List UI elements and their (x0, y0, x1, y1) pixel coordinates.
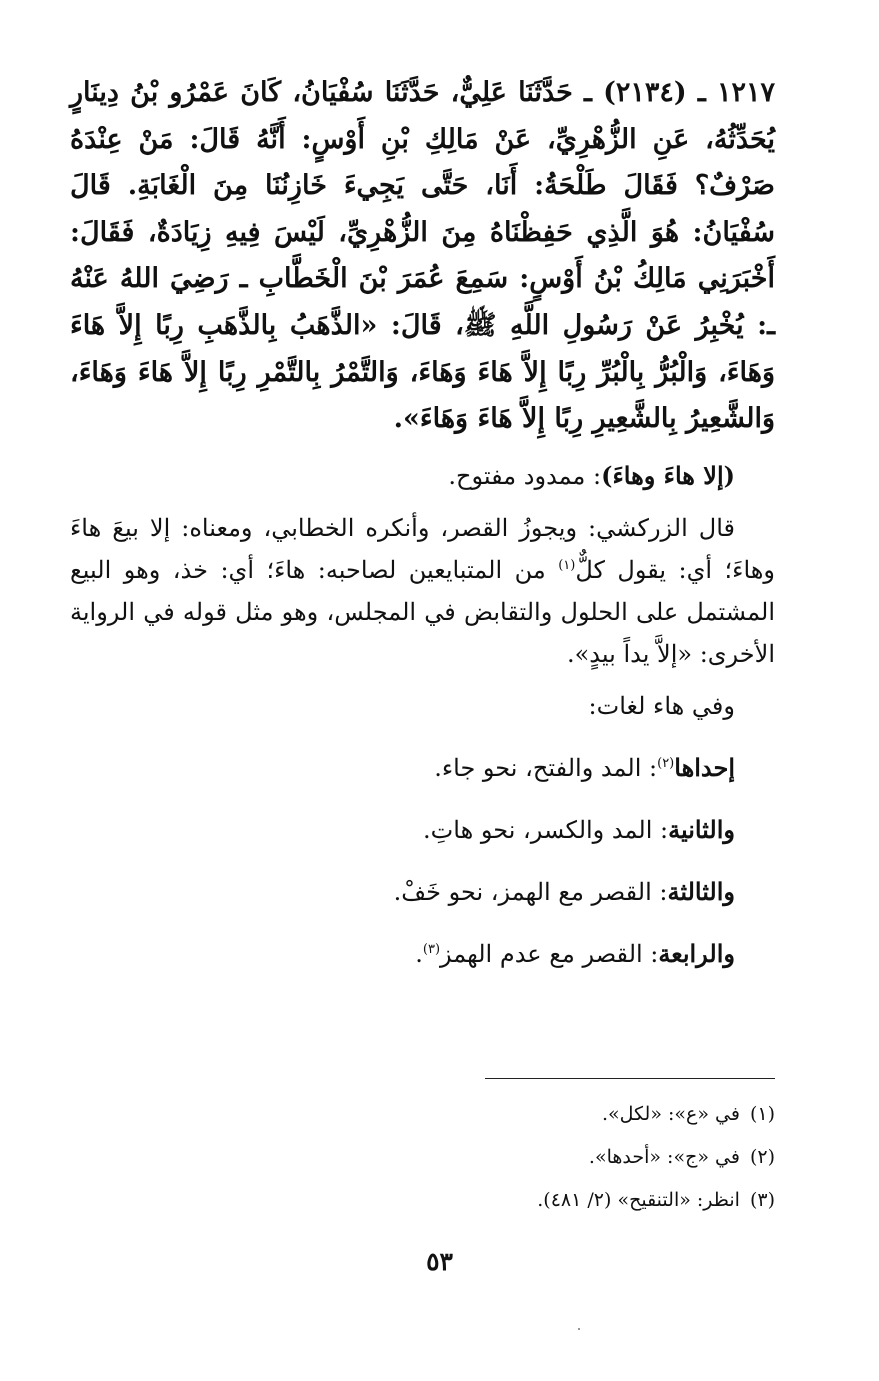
hadith-line: بِالتَّمْرِ رِبًا إِلاَّ هَاءَ وَهَاءَ، وَالشَّعِيرُ بِالشَّعِيرِ رِبًا إِلاَّ هَاءَ وَهَاءَ». (70, 356, 775, 435)
footnotes (70, 1093, 775, 1222)
hadith-line: عُمَرَ بْنَ الْخَطَّابِ ـ رَضِيَ اللهُ عَنْهُ ـ: يُخْبِرُ عَنْ رَسُولِ اللَّهِ ﷺ، قَالَ: (70, 263, 775, 341)
commentary-heading (70, 455, 775, 497)
footnote (70, 1093, 775, 1136)
hadith-line: فَقَالَ طَلْحَةُ: أَنَا، حَتَّى يَجِيءَ خَازِنُنَا مِنَ الْغَابَةِ. قَالَ سُفْيَانُ: هُوَ الَّذِي (70, 170, 775, 248)
footnote-ref[interactable]: (٣) (422, 941, 441, 957)
commentary-gloss: : ممدود مفتوح. (448, 461, 602, 490)
footnote (70, 1136, 775, 1179)
footnote (70, 1179, 775, 1222)
hadith-line: حَفِظْنَاهُ مِنَ الزُّهْرِيِّ، لَيْسَ فِيهِ زِيَادَةٌ، فَقَالَ: أَخْبَرَنِي مَالِكُ بْنُ أَوْسٍ: سَمِعَ (70, 216, 775, 295)
footnote-number: (١) (749, 1103, 775, 1125)
hadith-text (70, 70, 775, 443)
footnote-ref[interactable]: (١) (558, 557, 576, 573)
commentary-paragraph (70, 507, 775, 675)
lugha-text: : المد والفتح، نحو جاء. (434, 753, 658, 782)
lughat-intro: وفي هاء لغات: (588, 691, 735, 720)
hadith-line: ١٢١٧ ـ (٢١٣٤) ـ حَدَّثَنَا عَلِيٌّ، حَدَّثَنَا سُفْيَانُ، كَانَ عَمْرُو بْنُ دِينَارٍ (70, 77, 775, 108)
lugha-item (70, 923, 775, 985)
lugha-text: : القصر مع عدم الهمز (440, 939, 659, 968)
lugha-end: . (415, 939, 423, 968)
lugha-item (70, 799, 775, 861)
hadith-line: يُحَدِّثُهُ، عَنِ الزُّهْرِيِّ، عَنْ مَالِكِ بْنِ أَوْسٍ: أَنَّهُ قَالَ: مَنْ عِنْدَهُ صَرْفٌ؟ (70, 123, 775, 202)
lugha-item (70, 737, 775, 799)
commentary-text: قال الزركشي: ويجوزُ القصر، وأنكره الخطابي، ومعناه: إلا بيعَ هاءَ وهاءَ؛ أي: يقول كلٌّ (70, 513, 776, 584)
footnote-text: انظر: «التنقيح» (٢/ ٤٨١). (537, 1189, 740, 1211)
footnote-ref[interactable]: (٢) (657, 755, 675, 771)
page-body (70, 70, 775, 985)
lugha-text: : المد والكسر، نحو هاتِ. (423, 815, 669, 844)
footnote-separator (485, 1078, 775, 1079)
lugha-label: والرابعة (658, 938, 735, 968)
lugha-item (70, 861, 775, 923)
lugha-label: والثانية (668, 814, 735, 844)
lugha-label: والثالثة (667, 876, 735, 906)
commentary-term: (إلا هاءَ وهاءَ) (601, 460, 735, 490)
commentary-text: من المتبايعين لصاحبه: هاءَ؛ أي: خذ، وهو البيع المشتمل على الحلول والتقابض في المجلس، وهو مثل قوله في الرواية الأخرى: «إلاَّ يداً بيدٍ». (70, 555, 775, 668)
footnote-number: (٣) (749, 1189, 775, 1211)
hadith-line: «الذَّهَبُ بِالذَّهَبِ رِبًا إِلاَّ هَاءَ وَهَاءَ، وَالْبُرُّ بِالْبُرِّ رِبًا إِلاَّ هَاءَ وَهَاءَ، وَالتَّمْرُ (70, 309, 775, 388)
lugha-label: إحداها (674, 752, 735, 782)
footnote-number: (٢) (749, 1146, 775, 1168)
footnote-text: في «ع»: «لكل». (601, 1103, 740, 1125)
page-number: ٥٣ (426, 1247, 453, 1276)
scan-speck (578, 1328, 580, 1330)
footnote-text: في «ج»: «أحدها». (588, 1146, 740, 1168)
lugha-text: : القصر مع الهمز، نحو خَفْ. (393, 877, 668, 906)
